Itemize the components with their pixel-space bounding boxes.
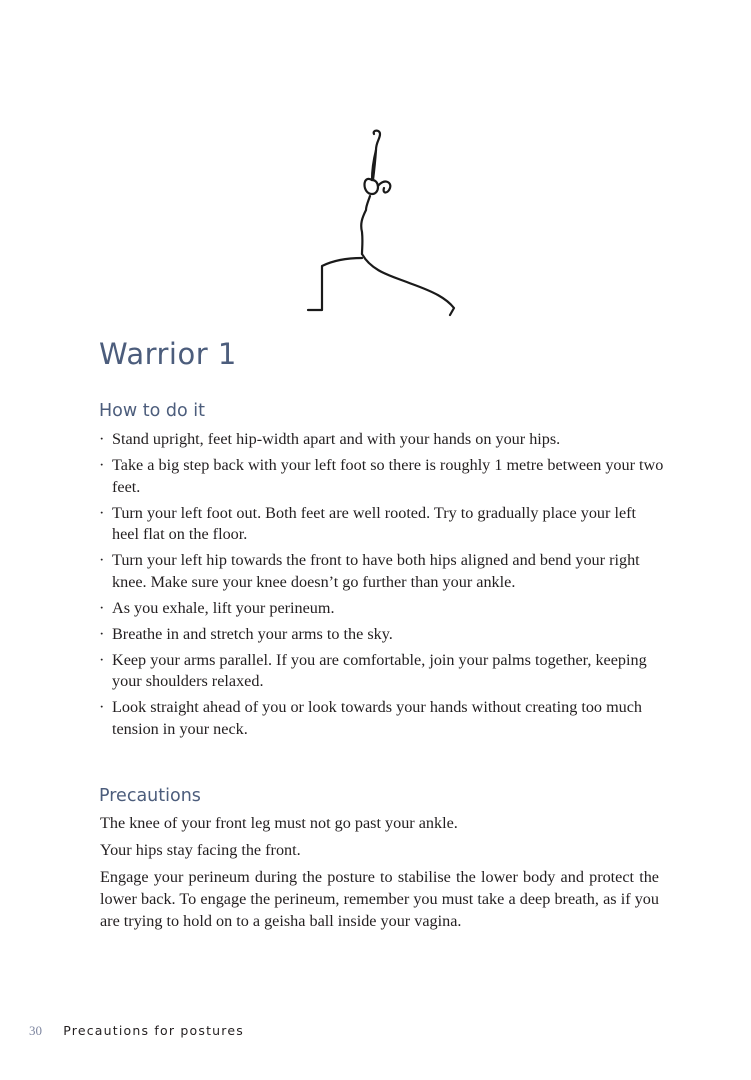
bullet-icon: · [99, 624, 105, 643]
step-text: As you exhale, lift your perineum. [112, 598, 335, 617]
bullet-icon: · [99, 551, 105, 569]
page-title: Warrior 1 [99, 337, 237, 371]
list-item [99, 697, 664, 740]
precaution-paragraph: The knee of your front leg must not go past your ankle. [100, 814, 458, 832]
step-text: Breathe in and stretch your arms to the sky. [112, 624, 393, 643]
step-text: Look straight ahead of you or look towards your hands without creating too much tension in your neck. [112, 698, 643, 738]
warrior-pose-illustration [296, 124, 466, 320]
step-text: Stand upright, feet hip-width apart and with your hands on your hips. [112, 430, 561, 448]
step-text: Keep your arms parallel. If you are comfortable, join your palms together, keeping your shoulders relaxed. [112, 650, 647, 690]
list-item [99, 429, 664, 451]
bullet-icon: · [99, 456, 105, 474]
bullet-icon: · [99, 430, 105, 448]
page-number: 30 [29, 1023, 42, 1038]
list-item [99, 598, 664, 620]
step-text: Take a big step back with your left foot so there is roughly 1 metre between your two feet. [112, 456, 664, 496]
page-footer [29, 1023, 244, 1039]
bullet-icon: · [99, 598, 105, 617]
bullet-icon: · [99, 698, 105, 716]
step-text: Turn your left hip towards the front to have both hips aligned and bend your right knee. Make sure your knee doesn’t go further than your ankle. [112, 551, 640, 591]
bullet-icon: · [99, 650, 105, 669]
list-item [99, 550, 664, 593]
list-item [99, 455, 664, 498]
precaution-paragraph: Engage your perineum during the posture to stabilise the lower body and protect the lower back. To engage the perineum, remember you must take a deep breath, as if you are trying to hold on to a geisha ball inside your vagina. [100, 868, 659, 930]
warrior-pose-icon [296, 124, 466, 320]
instruction-list [99, 429, 664, 745]
precautions-body [100, 812, 659, 937]
bullet-icon: · [99, 503, 105, 522]
list-item [99, 650, 664, 693]
how-to-heading: How to do it [99, 401, 205, 421]
precaution-paragraph: Your hips stay facing the front. [100, 841, 301, 859]
list-item [99, 624, 664, 646]
running-title: Precautions for postures [63, 1023, 244, 1038]
step-text: Turn your left foot out. Both feet are well rooted. Try to gradually place your left heel flat on the floor. [112, 503, 637, 543]
precautions-heading: Precautions [99, 786, 201, 806]
list-item [99, 503, 664, 546]
